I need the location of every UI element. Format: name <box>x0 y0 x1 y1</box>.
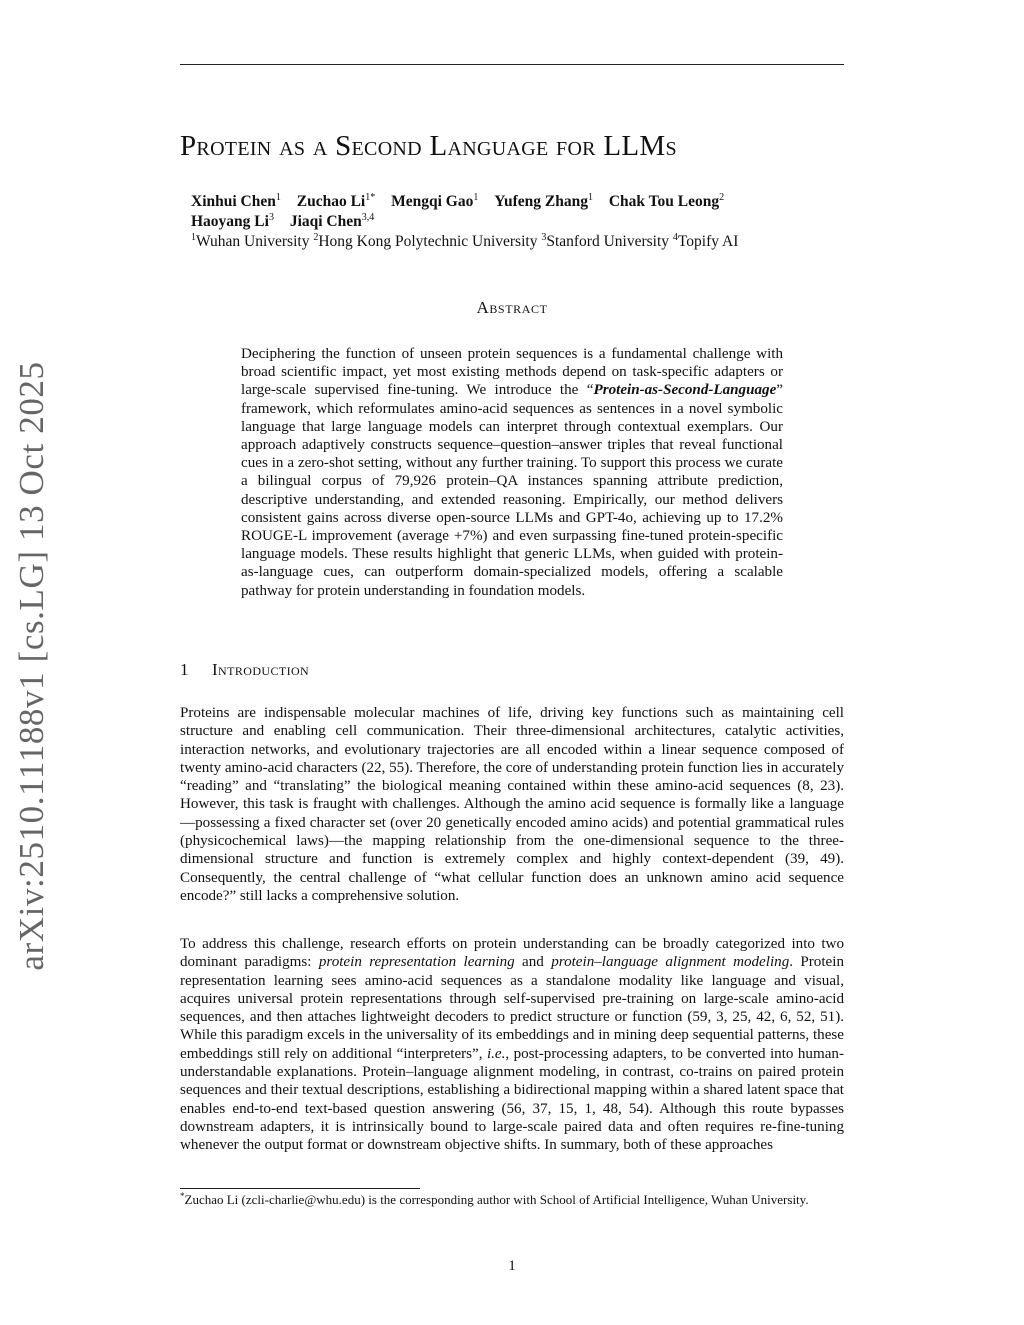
affiliation-list <box>191 232 831 252</box>
author-name: Jiaqi Chen <box>289 213 362 230</box>
author-affil-mark: 3 <box>268 212 274 223</box>
footnote-text: Zuchao Li (zcli-charlie@whu.edu) is the corresponding author with School of Artificial Intelligence, Wuhan University. <box>184 1192 809 1207</box>
arxiv-side-stamp <box>2 360 62 971</box>
page-number: 1 <box>508 1258 516 1274</box>
intro-paragraph <box>180 935 844 1155</box>
affiliation: Hong Kong Polytechnic University <box>318 233 538 250</box>
author-list <box>191 192 831 232</box>
text-run: . Protein representation learning sees amino-acid sequences as a standalone modality like language and visual, acquires universal protein representations through self-supervised pre-training on large-scale amino-acid sequences, and then attaches lightweight decoders to predict structure or function (59, 3, 25, 42, 6, 52, 51). While this paradigm excels in the universality of its embeddings and in mining deep sequential patterns, these embeddings still rely on additional “interpreters”, <box>180 954 844 1062</box>
emphasis-text: protein–language alignment modeling <box>551 954 790 971</box>
text-run: and <box>514 954 552 971</box>
intro-paragraph: Proteins are indispensable molecular machines of life, driving key functions such as maintaining cell structure and enabling cell communication. Their three-dimensional architectures, catalytic activities, interaction networks, and evolutionary trajectories are all encoded within a linear sequence composed of twenty amino-acid characters (22, 55). Therefore, the core of understanding protein function lies in accurately “reading” and “translating” the biological meaning contained within these amino-acid sequences (8, 23). However, this task is fraught with challenges. Although the amino acid sequence is formally like a language—possessing a fixed character set (over 20 genetically encoded amino acids) and potential grammatical rules (physicochemical laws)—the mapping relationship from the one-dimensional sequence to the three-dimensional structure and function is extremely complex and highly context-dependent (39, 49). Consequently, the central challenge of “what cellular function does an unknown amino acid sequence encode?” still lacks a comprehensive solution. <box>180 705 844 904</box>
author-affil-mark: 1 <box>587 192 593 203</box>
author-name: Haoyang Li <box>191 213 269 230</box>
author-name: Zuchao Li <box>296 193 366 210</box>
affiliation: Topify AI <box>677 233 739 250</box>
author-name: Chak Tou Leong <box>608 193 720 210</box>
arxiv-stamp-text: arXiv:2510.11188v1 [cs.LG] 13 Oct 2025 <box>12 360 51 971</box>
author-name: Xinhui Chen <box>191 193 276 210</box>
section-heading <box>180 660 309 680</box>
abstract-part: ” framework, which reformulates amino-acid sequences as sentences in a novel symbolic language that large language models can interpret through contextual exemplars. Our approach adaptively constructs sequence–question–answer triples that reveal functional cues in a zero-shot setting, without any further training. To support this process we curate a bilingual corpus of 79,926 protein–QA instances spanning attribute prediction, descriptive understanding, and extended reasoning. Empirically, our method delivers consistent gains across diverse open-source LLMs and GPT-4o, achieving up to 17.2% ROUGE-L improvement (average +7%) and even surpassing fine-tuned protein-specific language models. These results highlight that generic LLMs, when guided with protein-as-language cues, can outperform domain-specialized models, offering a scalable pathway for protein understanding in foundation models. <box>241 382 783 599</box>
text-run: To address this challenge, research efforts on protein understanding can be broadly categorized into two dominant paradigms: <box>180 936 844 971</box>
paper-title: Protein as a Second Language for LLMs <box>180 130 677 162</box>
author-affil-mark: 1 <box>275 192 281 203</box>
footnote-mark: * <box>180 1191 185 1201</box>
abstract-heading: Abstract <box>476 298 548 317</box>
abstract-text <box>241 345 783 600</box>
affil-mark: 4 <box>672 232 678 243</box>
text-run: , post-processing adapters, to be converted into human-understandable explanations. Protein–language alignment modeling, in contrast, co-trains on paired protein sequences and their textual descriptions, establishing a bidirectional mapping within a shared latent space that enables end-to-end text-based question answering (56, 37, 15, 1, 48, 54). Although this route bypasses downstream adapters, it is intrinsically bound to large-scale paired data and often requires re-fine-tuning whenever the output format or downstream objective shifts. In summary, both of these approaches <box>180 1045 844 1154</box>
footnote-rule <box>180 1188 420 1189</box>
section-title: Introduction <box>212 660 310 679</box>
affiliation: Stanford University <box>546 233 670 250</box>
author-affil-mark: 1 <box>473 192 479 203</box>
affiliation: Wuhan University <box>196 233 310 250</box>
header-rule <box>180 64 844 65</box>
emphasis-text: protein representation learning <box>318 954 515 971</box>
author-name: Yufeng Zhang <box>494 193 588 210</box>
framework-name: Protein-as-Second-Language <box>593 382 777 399</box>
author-affil-mark: 1* <box>365 192 376 203</box>
abstract-part: Deciphering the function of unseen protein sequences is a fundamental challenge with broad scientific impact, yet most existing methods depend on task-specific adapters or large-scale supervised fine-tuning. We introduce the “ <box>241 346 783 399</box>
author-name: Mengqi Gao <box>391 193 474 210</box>
author-affil-mark: 2 <box>719 192 725 203</box>
affil-mark: 2 <box>313 232 319 243</box>
section-number: 1 <box>180 660 189 679</box>
affil-mark: 3 <box>541 232 547 243</box>
emphasis-text: i.e. <box>486 1045 506 1062</box>
author-affil-mark: 3,4 <box>361 212 375 223</box>
affil-mark: 1 <box>191 232 196 243</box>
footnote <box>180 1192 844 1209</box>
